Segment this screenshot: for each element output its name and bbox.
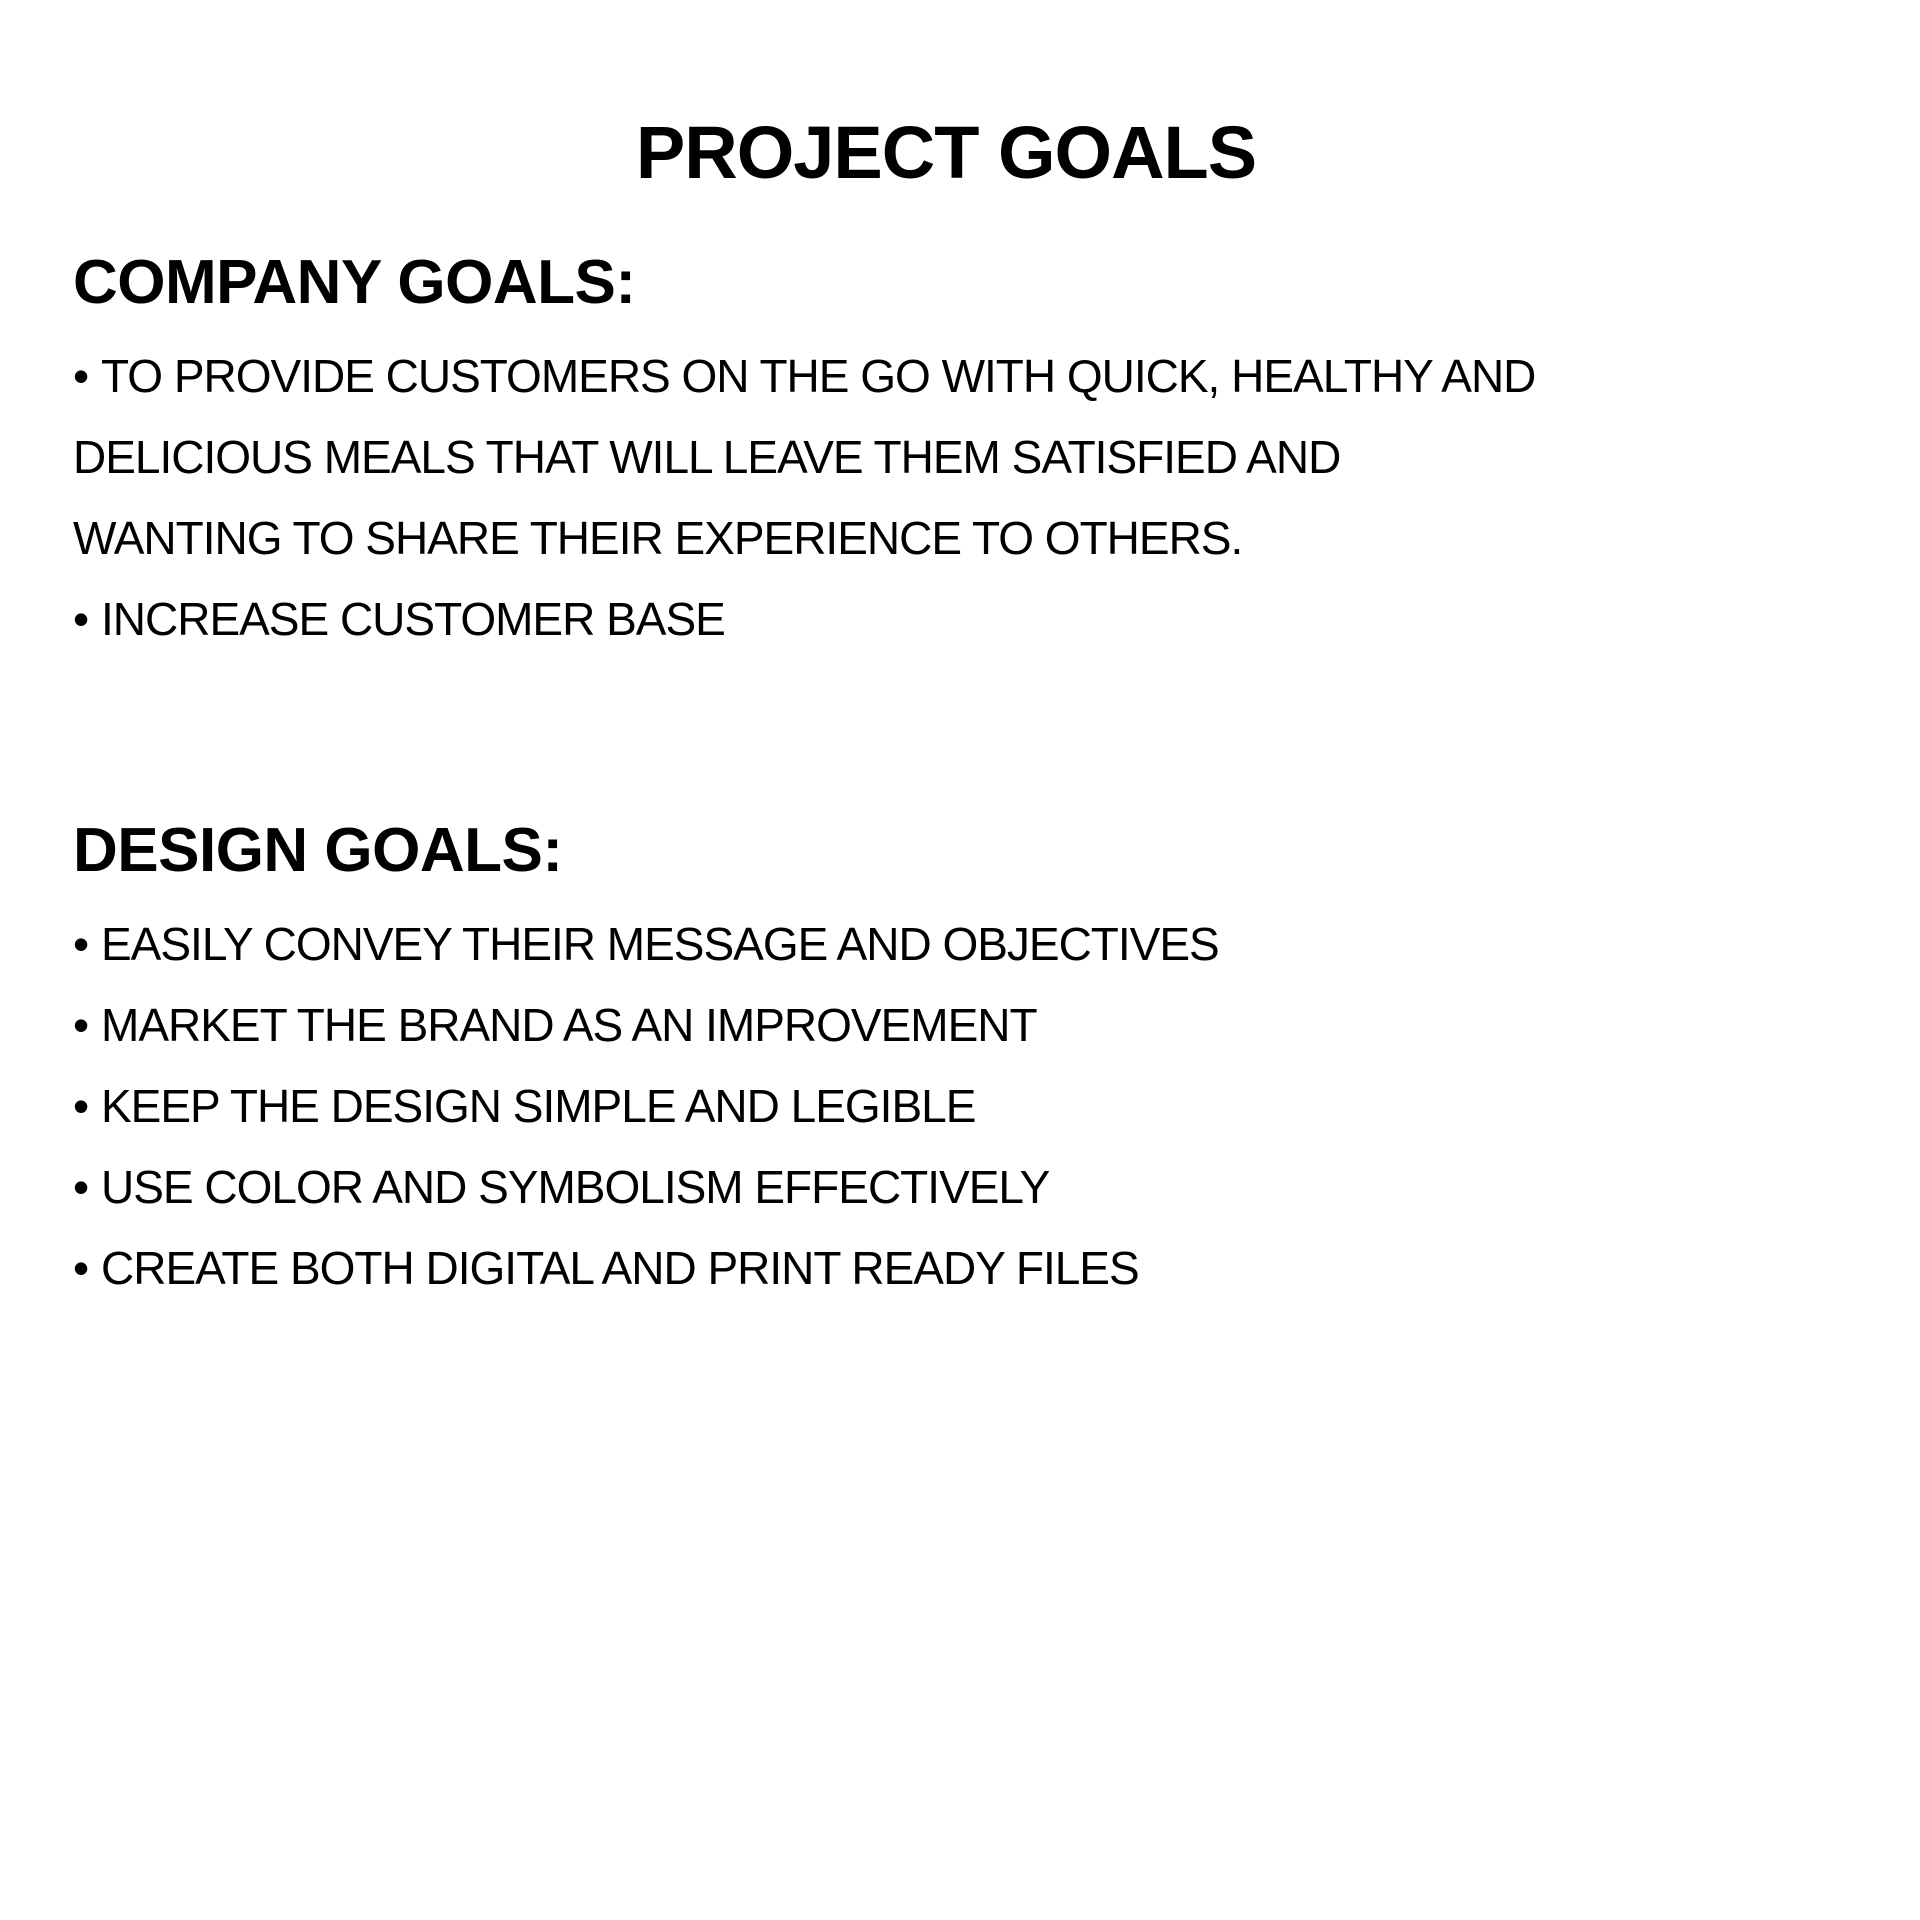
bullet-icon: • bbox=[73, 593, 89, 645]
page-title: PROJECT GOALS bbox=[635, 111, 1257, 194]
bullet-icon: • bbox=[73, 999, 89, 1051]
design-goals-heading: DESIGN GOALS: bbox=[73, 816, 563, 885]
design-goal-text: EASILY CONVEY THEIR MESSAGE AND OBJECTIVES bbox=[101, 918, 1219, 970]
company-goal-text: TO PROVIDE CUSTOMERS ON THE GO WITH QUICK, HEALTHY AND DELICIOUS MEALS THAT WILL LEAVE THEM SATISFIED AND WANTING TO SHARE THEIR EXPERIENCE TO OTHERS. bbox=[73, 350, 1536, 564]
company-goals-section bbox=[73, 240, 1673, 660]
design-goals-list bbox=[73, 904, 1673, 1309]
design-goal-text: USE COLOR AND SYMBOLISM EFFECTIVELY bbox=[101, 1161, 1050, 1213]
design-goal-item bbox=[73, 1147, 1673, 1228]
design-goal-item bbox=[73, 1066, 1673, 1147]
design-goal-text: CREATE BOTH DIGITAL AND PRINT READY FILES bbox=[101, 1242, 1139, 1294]
design-goal-text: KEEP THE DESIGN SIMPLE AND LEGIBLE bbox=[101, 1080, 976, 1132]
design-goal-item bbox=[73, 904, 1673, 985]
bullet-icon: • bbox=[73, 918, 89, 970]
design-goal-item bbox=[73, 1228, 1673, 1309]
bullet-icon: • bbox=[73, 1080, 89, 1132]
design-goal-item bbox=[73, 985, 1673, 1066]
bullet-icon: • bbox=[73, 350, 89, 402]
bullet-icon: • bbox=[73, 1161, 89, 1213]
company-goal-item bbox=[73, 579, 1673, 660]
design-goals-section bbox=[73, 808, 1673, 1309]
company-goal-text: INCREASE CUSTOMER BASE bbox=[101, 593, 725, 645]
bullet-icon: • bbox=[73, 1242, 89, 1294]
company-goals-list bbox=[73, 336, 1673, 660]
design-goal-text: MARKET THE BRAND AS AN IMPROVEMENT bbox=[101, 999, 1037, 1051]
company-goal-item bbox=[73, 336, 1553, 579]
company-goals-heading: COMPANY GOALS: bbox=[73, 248, 636, 317]
